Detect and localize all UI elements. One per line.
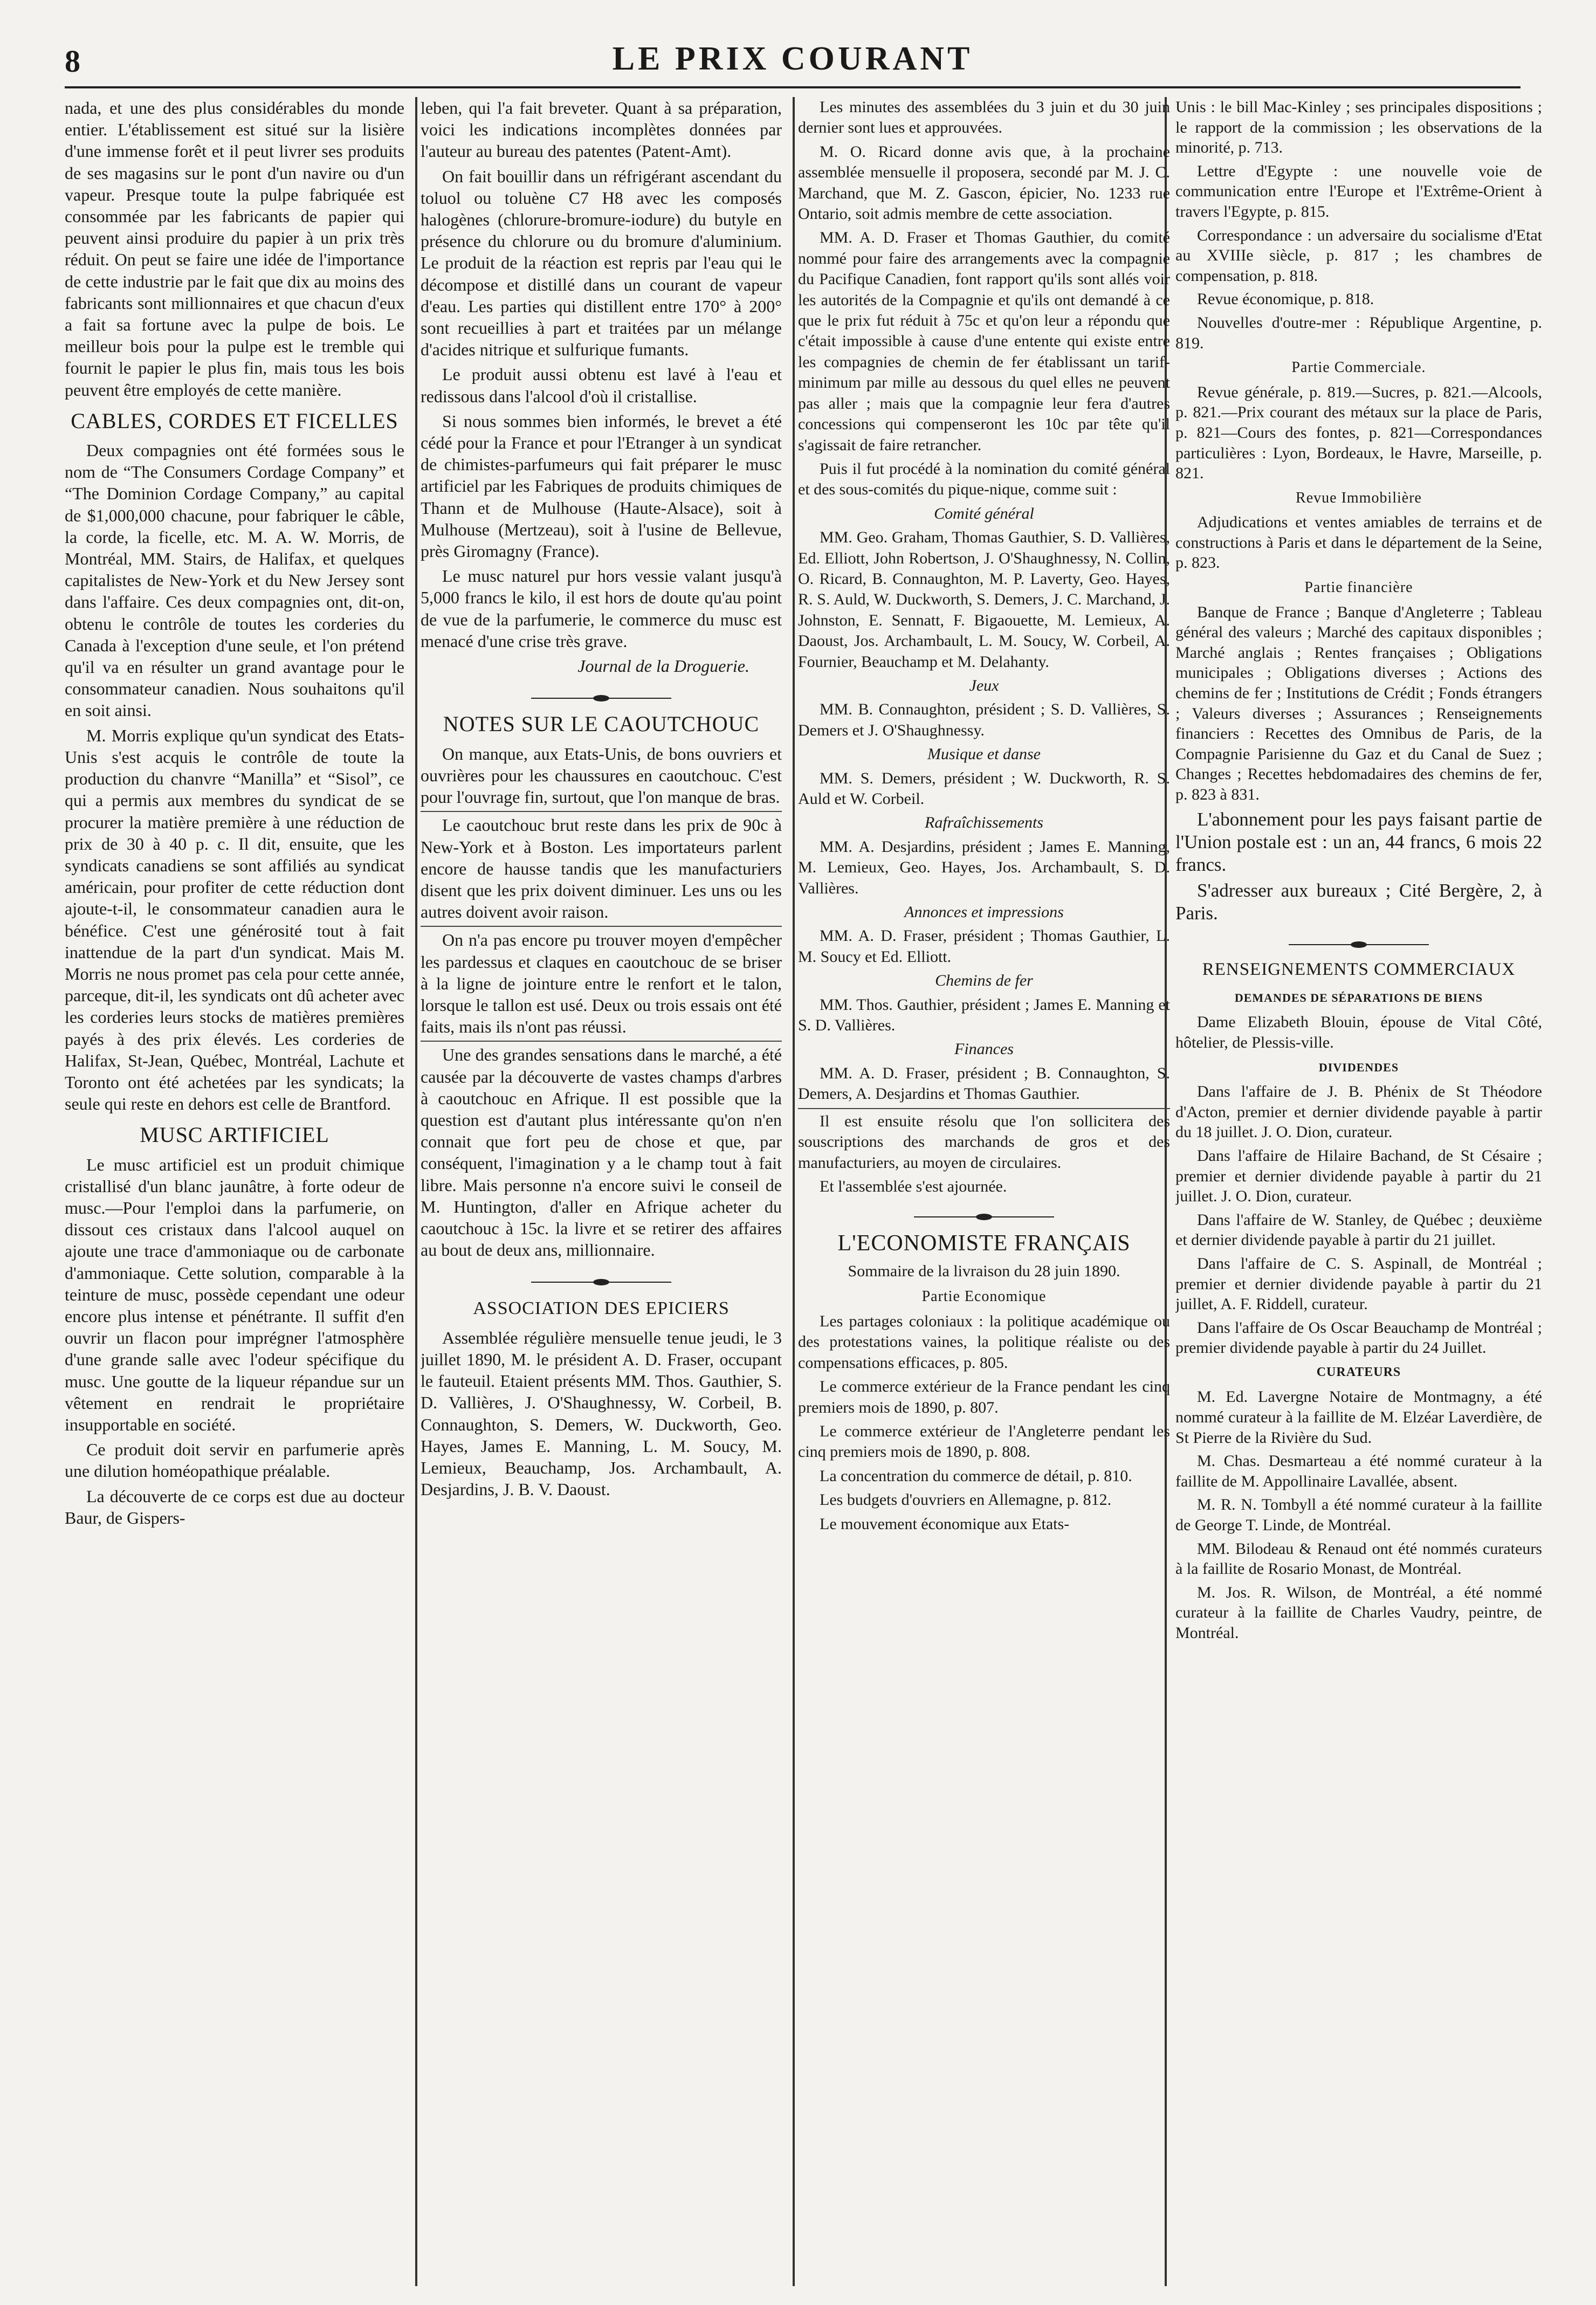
article-paragraph: M. R. N. Tombyll a été nommé curateur à la faillite de George T. Linde, de Montréal. bbox=[1175, 1496, 1542, 1535]
section-subheading: Partie Economique bbox=[921, 1288, 1047, 1305]
article-paragraph: Le mouvement économique aux Etats- bbox=[820, 1515, 1070, 1533]
article-headline: MUSC ARTIFICIEL bbox=[140, 1123, 329, 1147]
article-paragraph: Le musc naturel pur hors vessie valant jusqu'à 5,000 francs le kilo, il est hors de doute qu'au point de vue de la parfumerie, le commerce du musc est menacé d'une crise très grave. bbox=[421, 566, 782, 651]
article-paragraph: MM. A. Desjardins, président ; James E. Manning, M. Lemieux, Geo. Hayes, Jos. Archambault, S. D. Vallières. bbox=[798, 837, 1170, 897]
article-headline: L'ECONOMISTE FRANÇAIS bbox=[837, 1230, 1131, 1256]
article-paragraph: nada, et une des plus considérables du monde entier. L'établissement est situé sur la lisière d'une immense forêt et il peut livrer ses produits de ses magasins sur le pont d'un navire ou d'un vapeur. Presque toute la pulpe fabriquée est consommée par les fabricants de papier qui peuvent ainsi produire du papier à un prix très réduit. On peut se faire une idée de l'importance de cette industrie par le fait que dix au moins des fabricants sont millionnaires et que chacun d'eux a fait sa fortune avec la pulpe de bois. Le meilleur bois pour la pulpe est le tremble qui fournit le papier le plus fin, mais tous les bois peuvent être employés de cette manière. bbox=[65, 98, 404, 400]
masthead-title: LE PRIX COURANT bbox=[612, 40, 973, 77]
article-paragraph: Le commerce extérieur de la France pendant les cinq premiers mois de 1890, p. 807. bbox=[798, 1378, 1170, 1416]
ornament-divider bbox=[798, 1202, 1170, 1223]
article-headline: CABLES, CORDES ET FICELLES bbox=[71, 408, 398, 433]
summary-date: Sommaire de la livraison du 28 juin 1890. bbox=[848, 1262, 1120, 1281]
article-paragraph: Banque de France ; Banque d'Angleterre ; Tableau général des valeurs ; Marché des capitaux disponibles ; Marché anglais ; Rentes françaises ; Obligations municipales ; Obligations diverses ; Actions des chemins de fer ; Institutions de Crédit ; Fonds étrangers ; Valeurs diverses ; Assurances ; Renseignements financiers : Recettes des Omnibus de Paris, de la Compagnie Parisienne du Gaz et du Canal de Suez ; Changes ; Recettes hebdomadaires des chemins de fer, p. 823 à 831. bbox=[1175, 603, 1542, 803]
article-paragraph: MM. A. D. Fraser et Thomas Gauthier, du comité nommé pour faire des arrangements avec la compagnie du Pacifique Canadien, font rapport qu'ils sont allés voir les autorités de la Compagnie et qu'ils ont demandé à ce que le prix fut réduit à 75c et qu'on leur a répondu que c'était impossible à cause d'une entente qui existe entre les compagnies de chemin de fer établissant un tarif-minimum par mille au dessous du quel elles ne peuvent pas aller ; mais que la compagnie leur fera d'autres concessions qui compenseront les 10c par tête qu'il s'agissait de faire retrancher. bbox=[798, 229, 1170, 454]
article-paragraph: Dans l'affaire de C. S. Aspinall, de Montréal ; premier et dernier dividende payable à partir du 21 juillet, A. F. Riddell, curateur. bbox=[1175, 1254, 1542, 1313]
article-paragraph: Revue économique, p. 818. bbox=[1197, 290, 1374, 308]
ornament-divider bbox=[421, 682, 782, 704]
article-headline: ASSOCIATION DES EPICIERS bbox=[473, 1298, 730, 1318]
article-paragraph: Deux compagnies ont été formées sous le nom de “The Consumers Cordage Company” et “The Dominion Cordage Company,” au capital de $1,000,000 chacune, pour fabriquer le câble, la corde, la ficelle, etc. M. A. W. Morris, de Montréal, MM. Stairs, de Halifax, et quelques capitalistes de New-York et du New Jersey sont dans l'affaire. Ces deux compagnies ont, dit-on, obtenu le contrôle de toutes les corderies du Canada à l'exception d'une seule, et l'on prétend qu'il va en résulter un grand avantage pour le consommateur canadien. Nous souhaitons qu'il en soit ainsi. bbox=[65, 441, 404, 720]
page-header bbox=[65, 32, 1521, 88]
article-paragraph: S'adresser aux bureaux ; Cité Bergère, 2, à Paris. bbox=[1175, 879, 1542, 924]
article-paragraph: MM. S. Demers, président ; W. Duckworth, R. S. Auld et W. Corbeil. bbox=[798, 769, 1170, 808]
committee-heading: Chemins de fer bbox=[935, 972, 1033, 990]
divider bbox=[798, 1108, 1170, 1109]
column-4 bbox=[1175, 97, 1542, 2286]
article-paragraph: Et l'assemblée s'est ajournée. bbox=[820, 1177, 1007, 1195]
article-paragraph: Si nous sommes bien informés, le brevet a été cédé pour la France et pour l'Etranger à un syndicat de chimistes-parfumeurs qui fait préparer le musc artificiel par les Fabriques de produits chimiques de Thann et de Mulhouse (Haute-Alsace), soit à Mulhouse (Mertzeau), soit à l'usine de Bellevue, près Giromagny (France). bbox=[421, 411, 782, 561]
committee-heading: Jeux bbox=[969, 676, 999, 694]
column-1 bbox=[65, 97, 404, 2286]
article-paragraph: Le commerce extérieur de l'Angleterre pendant les cinq premiers mois de 1890, p. 808. bbox=[798, 1422, 1170, 1461]
article-paragraph: Les budgets d'ouvriers en Allemagne, p. 812. bbox=[820, 1491, 1112, 1509]
committee-heading: Musique et danse bbox=[927, 745, 1041, 763]
section-subheading: DEMANDES DE SÉPARATIONS DE BIENS bbox=[1234, 990, 1483, 1004]
article-paragraph: Lettre d'Egypte : une nouvelle voie de communication entre l'Europe et l'Extrême-Orient à travers l'Egypte, p. 815. bbox=[1175, 162, 1542, 221]
committee-heading: Rafraîchissements bbox=[925, 814, 1043, 832]
article-paragraph: Ce produit doit servir en parfumerie après une dilution homéopathique préalable. bbox=[65, 1440, 404, 1481]
article-paragraph: MM. Geo. Graham, Thomas Gauthier, S. D. Vallières, Ed. Elliott, John Robertson, J. O'Shaughnessy, N. Collin, O. Ricard, B. Connaughton, M. P. Laverty, Geo. Hayes, R. S. Auld, W. Duckworth, S. Demers, J. C. Marchand, J. Johnston, E. Sennatt, F. Bigaouette, M. Lemieux, A. Daoust, Jos. Archambault, L. M. Soucy, W. Corbeil, A. Fournier, Beauchamp et M. Delahanty. bbox=[798, 528, 1170, 671]
article-paragraph: MM. Thos. Gauthier, président ; James E. Manning et S. D. Vallières. bbox=[798, 995, 1170, 1035]
article-paragraph: MM. A. D. Fraser, président ; B. Connaughton, S. Demers, A. Desjardins et Thomas Gauthier. bbox=[798, 1064, 1170, 1103]
divider bbox=[421, 1041, 782, 1042]
section-subheading: Partie Commerciale. bbox=[1291, 359, 1426, 376]
source-signature: Journal de la Droguerie. bbox=[577, 656, 749, 676]
article-paragraph: La concentration du commerce de détail, p. 810. bbox=[820, 1467, 1132, 1485]
article-paragraph: Dans l'affaire de W. Stanley, de Québec ; deuxième et dernier dividende payable à partir du 21 juillet. bbox=[1175, 1210, 1542, 1249]
article-paragraph: Dans l'affaire de J. B. Phénix de St Théodore d'Acton, premier et dernier dividende payable à partir du 18 juillet. J. O. Dion, curateur. bbox=[1175, 1083, 1542, 1141]
article-paragraph: M. Morris explique qu'un syndicat des Etats-Unis s'est acquis le contrôle de toute la production du chanvre “Manilla” et “Sisol”, ce qui a permis aux membres du syndicat de se procurer la matière première à une réduction de prix de 30 à 40 p. c. Il dit, ensuite, que les syndicats canadiens se sont affiliés au syndicat américain, pour profiter de cette réduction dont ajoute-t-il, le consommateur canadien aura le bénéfice. C'est une générosité tout à fait inattendue de la part d'un syndicat. Mais M. Morris ne nous promet pas cela pour cette année, parceque, dit-il, les syndicats ont dû acheter avec les corderies leurs stocks de matières premières payés à des prix élevés. Les corderies de Halifax, St-Jean, Québec, Montréal, Lachute et Toronto ont été achetées par les syndicats; la seule qui reste en dehors est celle de Brantford. bbox=[65, 725, 404, 1114]
column-3 bbox=[798, 97, 1170, 2286]
article-paragraph: Les minutes des assemblées du 3 juin et du 30 juin dernier sont lues et approuvées. bbox=[798, 98, 1170, 137]
article-paragraph: Les partages coloniaux : la politique académique ou des protestations vaines, la politique réaliste ou des compensations efficaces, p. 805. bbox=[798, 1312, 1170, 1372]
article-headline: RENSEIGNEMENTS COMMERCIAUX bbox=[1202, 960, 1516, 980]
article-paragraph: L'abonnement pour les pays faisant partie de l'Union postale est : un an, 44 francs, 6 mois 22 francs. bbox=[1175, 808, 1542, 875]
article-paragraph: M. Chas. Desmarteau a été nommé curateur à la faillite de M. Appollinaire Lavallée, absent. bbox=[1175, 1452, 1542, 1490]
article-paragraph: Puis il fut procédé à la nomination du comité général et des sous-comités du pique-nique, comme suit : bbox=[798, 459, 1170, 499]
article-paragraph: Il est ensuite résolu que l'on sollicitera des souscriptions des marchands de gros et des manufacturiers, au moyen de circulaires. bbox=[798, 1112, 1170, 1172]
article-paragraph: M. O. Ricard donne avis que, à la prochaine assemblée mensuelle il proposera, secondé par M. J. C. Marchand, que M. Z. Gascon, épicier, No. 1233 rue Ontario, soit admis membre de cette association. bbox=[798, 142, 1170, 223]
article-headline: NOTES SUR LE CAOUTCHOUC bbox=[443, 712, 760, 737]
article-paragraph: MM. Bilodeau & Renaud ont été nommés curateurs à la faillite de Rosario Monast, de Montréal. bbox=[1175, 1539, 1542, 1578]
section-subheading: DIVIDENDES bbox=[1318, 1060, 1399, 1074]
committee-heading: Annonces et impressions bbox=[904, 903, 1064, 921]
article-paragraph: On n'a pas encore pu trouver moyen d'empêcher les pardessus et claques en caoutchouc de se briser à la ligne de jointure entre le renfort et le talon, lorsque le tallon est usé. Deux ou trois essais ont été faits, mais ils n'ont pas réussi. bbox=[421, 930, 782, 1037]
article-paragraph: MM. A. D. Fraser, président ; Thomas Gauthier, L. M. Soucy et Ed. Elliott. bbox=[798, 927, 1170, 966]
article-paragraph: Le produit aussi obtenu est lavé à l'eau et redissous dans l'alcool d'où il cristallise. bbox=[421, 364, 782, 406]
article-paragraph: Dans l'affaire de Os Oscar Beauchamp de Montréal ; premier dividende payable à partir du 24 Juillet. bbox=[1175, 1318, 1542, 1357]
article-paragraph: On fait bouillir dans un réfrigérant ascendant du toluol ou toluène C7 H8 avec les composés halogènes (chlorure-bromure-iodure) du butyle en présence du chlorure ou du bromure d'aluminium. Le produit de la réaction est repris par l'eau qui le décompose et distillé dans un courant de vapeur d'eau. Les parties qui distillent entre 170° à 200° sont recueillies à part et traitées par un mélange d'acides nitrique et sulfurique fumants. bbox=[421, 166, 782, 360]
article-paragraph: On manque, aux Etats-Unis, de bons ouvriers et ouvrières pour les chaussures en caoutchouc. C'est pour l'ouvrage fin, surtout, que l'on manque de bras. bbox=[421, 744, 782, 807]
article-paragraph: Revue générale, p. 819.—Sucres, p. 821.—Alcools, p. 821.—Prix courant des métaux sur la place de Paris, p. 821—Cours des fontes, p. 821—Correspondances particulières : Lyon, Bordeaux, le Havre, Marseille, p. 821. bbox=[1175, 383, 1542, 483]
article-paragraph: Nouvelles d'outre-mer : République Argentine, p. 819. bbox=[1175, 313, 1542, 352]
divider bbox=[421, 926, 782, 927]
article-paragraph: La découverte de ce corps est due au docteur Baur, de Gispers- bbox=[65, 1486, 404, 1528]
page-number: 8 bbox=[65, 44, 80, 79]
ornament-divider bbox=[421, 1266, 782, 1288]
article-paragraph: leben, qui l'a fait breveter. Quant à sa préparation, voici les indications incomplètes données par l'auteur au bureau des patentes (Patent-Amt). bbox=[421, 98, 782, 161]
ornament-divider bbox=[1175, 930, 1542, 951]
column-2 bbox=[421, 97, 782, 2286]
article-paragraph: Adjudications et ventes amiables de terrains et de constructions à Paris et dans le département de la Seine, p. 823. bbox=[1175, 513, 1542, 572]
article-paragraph: Une des grandes sensations dans le marché, a été causée par la découverte de vastes champs d'arbres à caoutchouc en Afrique. Il est possible que la question est d'autant plus intéressante qu'on n'en connait que fort peu de chose et que, par conséquent, l'imagination y a le champ tout à fait libre. Mais personne n'a encore suivi le conseil de M. Huntington, d'aller en Afrique acheter du caoutchouc à 15c. la livre et se retirer des affaires au bout de deux ans, millionnaire. bbox=[421, 1045, 782, 1260]
article-paragraph: Correspondance : un adversaire du socialisme d'Etat au XVIIIe siècle, p. 817 ; les chambres de compensation, p. 818. bbox=[1175, 226, 1542, 285]
committee-heading: Comité général bbox=[934, 504, 1034, 522]
article-paragraph: M. Jos. R. Wilson, de Montréal, a été nommé curateur à la faillite de Charles Vaudry, peintre, de Montréal. bbox=[1175, 1583, 1542, 1642]
section-subheading: Partie financière bbox=[1304, 579, 1413, 596]
section-subheading: CURATEURS bbox=[1316, 1365, 1401, 1379]
article-paragraph: Unis : le bill Mac-Kinley ; ses principales dispositions ; le rapport de la commission ; les observations de la minorité, p. 713. bbox=[1175, 98, 1542, 157]
article-paragraph: Dans l'affaire de Hilaire Bachand, de St Césaire ; premier et dernier dividende payable à partir du 21 juillet. J. O. Dion, curateur. bbox=[1175, 1146, 1542, 1206]
article-paragraph: Dame Elizabeth Blouin, épouse de Vital Côté, hôtelier, de Plessis-ville. bbox=[1175, 1013, 1542, 1051]
article-paragraph: Le musc artificiel est un produit chimique cristallisé d'un blanc jaunâtre, à forte odeur de musc.—Pour l'emploi dans la parfumerie, on dissout ces cristaux dans l'alcool auquel on ajoute une trace d'ammoniaque ou de carbonate d'ammoniaque. Cette solution, comparable à la teinture de musc, possède cependant une odeur encore plus intense et pénétrante. Il suffit d'en ouvrir un flacon pour imprégner l'atmosphère d'une grande salle avec l'odeur spécifique du musc. Une goutte de la liqueur répandue sur un vêtement en rendrait le propriétaire insupportable en société. bbox=[65, 1154, 404, 1434]
article-paragraph: Assemblée régulière mensuelle tenue jeudi, le 3 juillet 1890, M. le président A. D. Fraser, occupant le fauteuil. Etaient présents MM. Thos. Gauthier, S. D. Vallières, J. O'Shaughnessy, W. Corbeil, B. Connaughton, S. Demers, W. Duckworth, Geo. Hayes, James E. Manning, L. M. Soucy, M. Lemieux, Beauchamp, Jos. Archambault, A. Desjardins, J. B. V. Daoust. bbox=[421, 1327, 782, 1499]
article-paragraph: MM. B. Connaughton, président ; S. D. Vallières, S. Demers et J. O'Shaughnessy. bbox=[798, 700, 1170, 739]
divider bbox=[421, 811, 782, 812]
section-subheading: Revue Immobilière bbox=[1296, 489, 1422, 506]
committee-heading: Finances bbox=[954, 1040, 1014, 1058]
article-paragraph: Le caoutchouc brut reste dans les prix de 90c à New-York et à Boston. Les importateurs parlent encore de hausse tandis que les manufacturiers disent que les prix doivent diminuer. Les uns ou les autres doivent avoir raison. bbox=[421, 815, 782, 922]
article-paragraph: M. Ed. Lavergne Notaire de Montmagny, a été nommé curateur à la faillite de M. Elzéar Laverdière, de St Pierre de la Rivière du Sud. bbox=[1175, 1388, 1542, 1447]
